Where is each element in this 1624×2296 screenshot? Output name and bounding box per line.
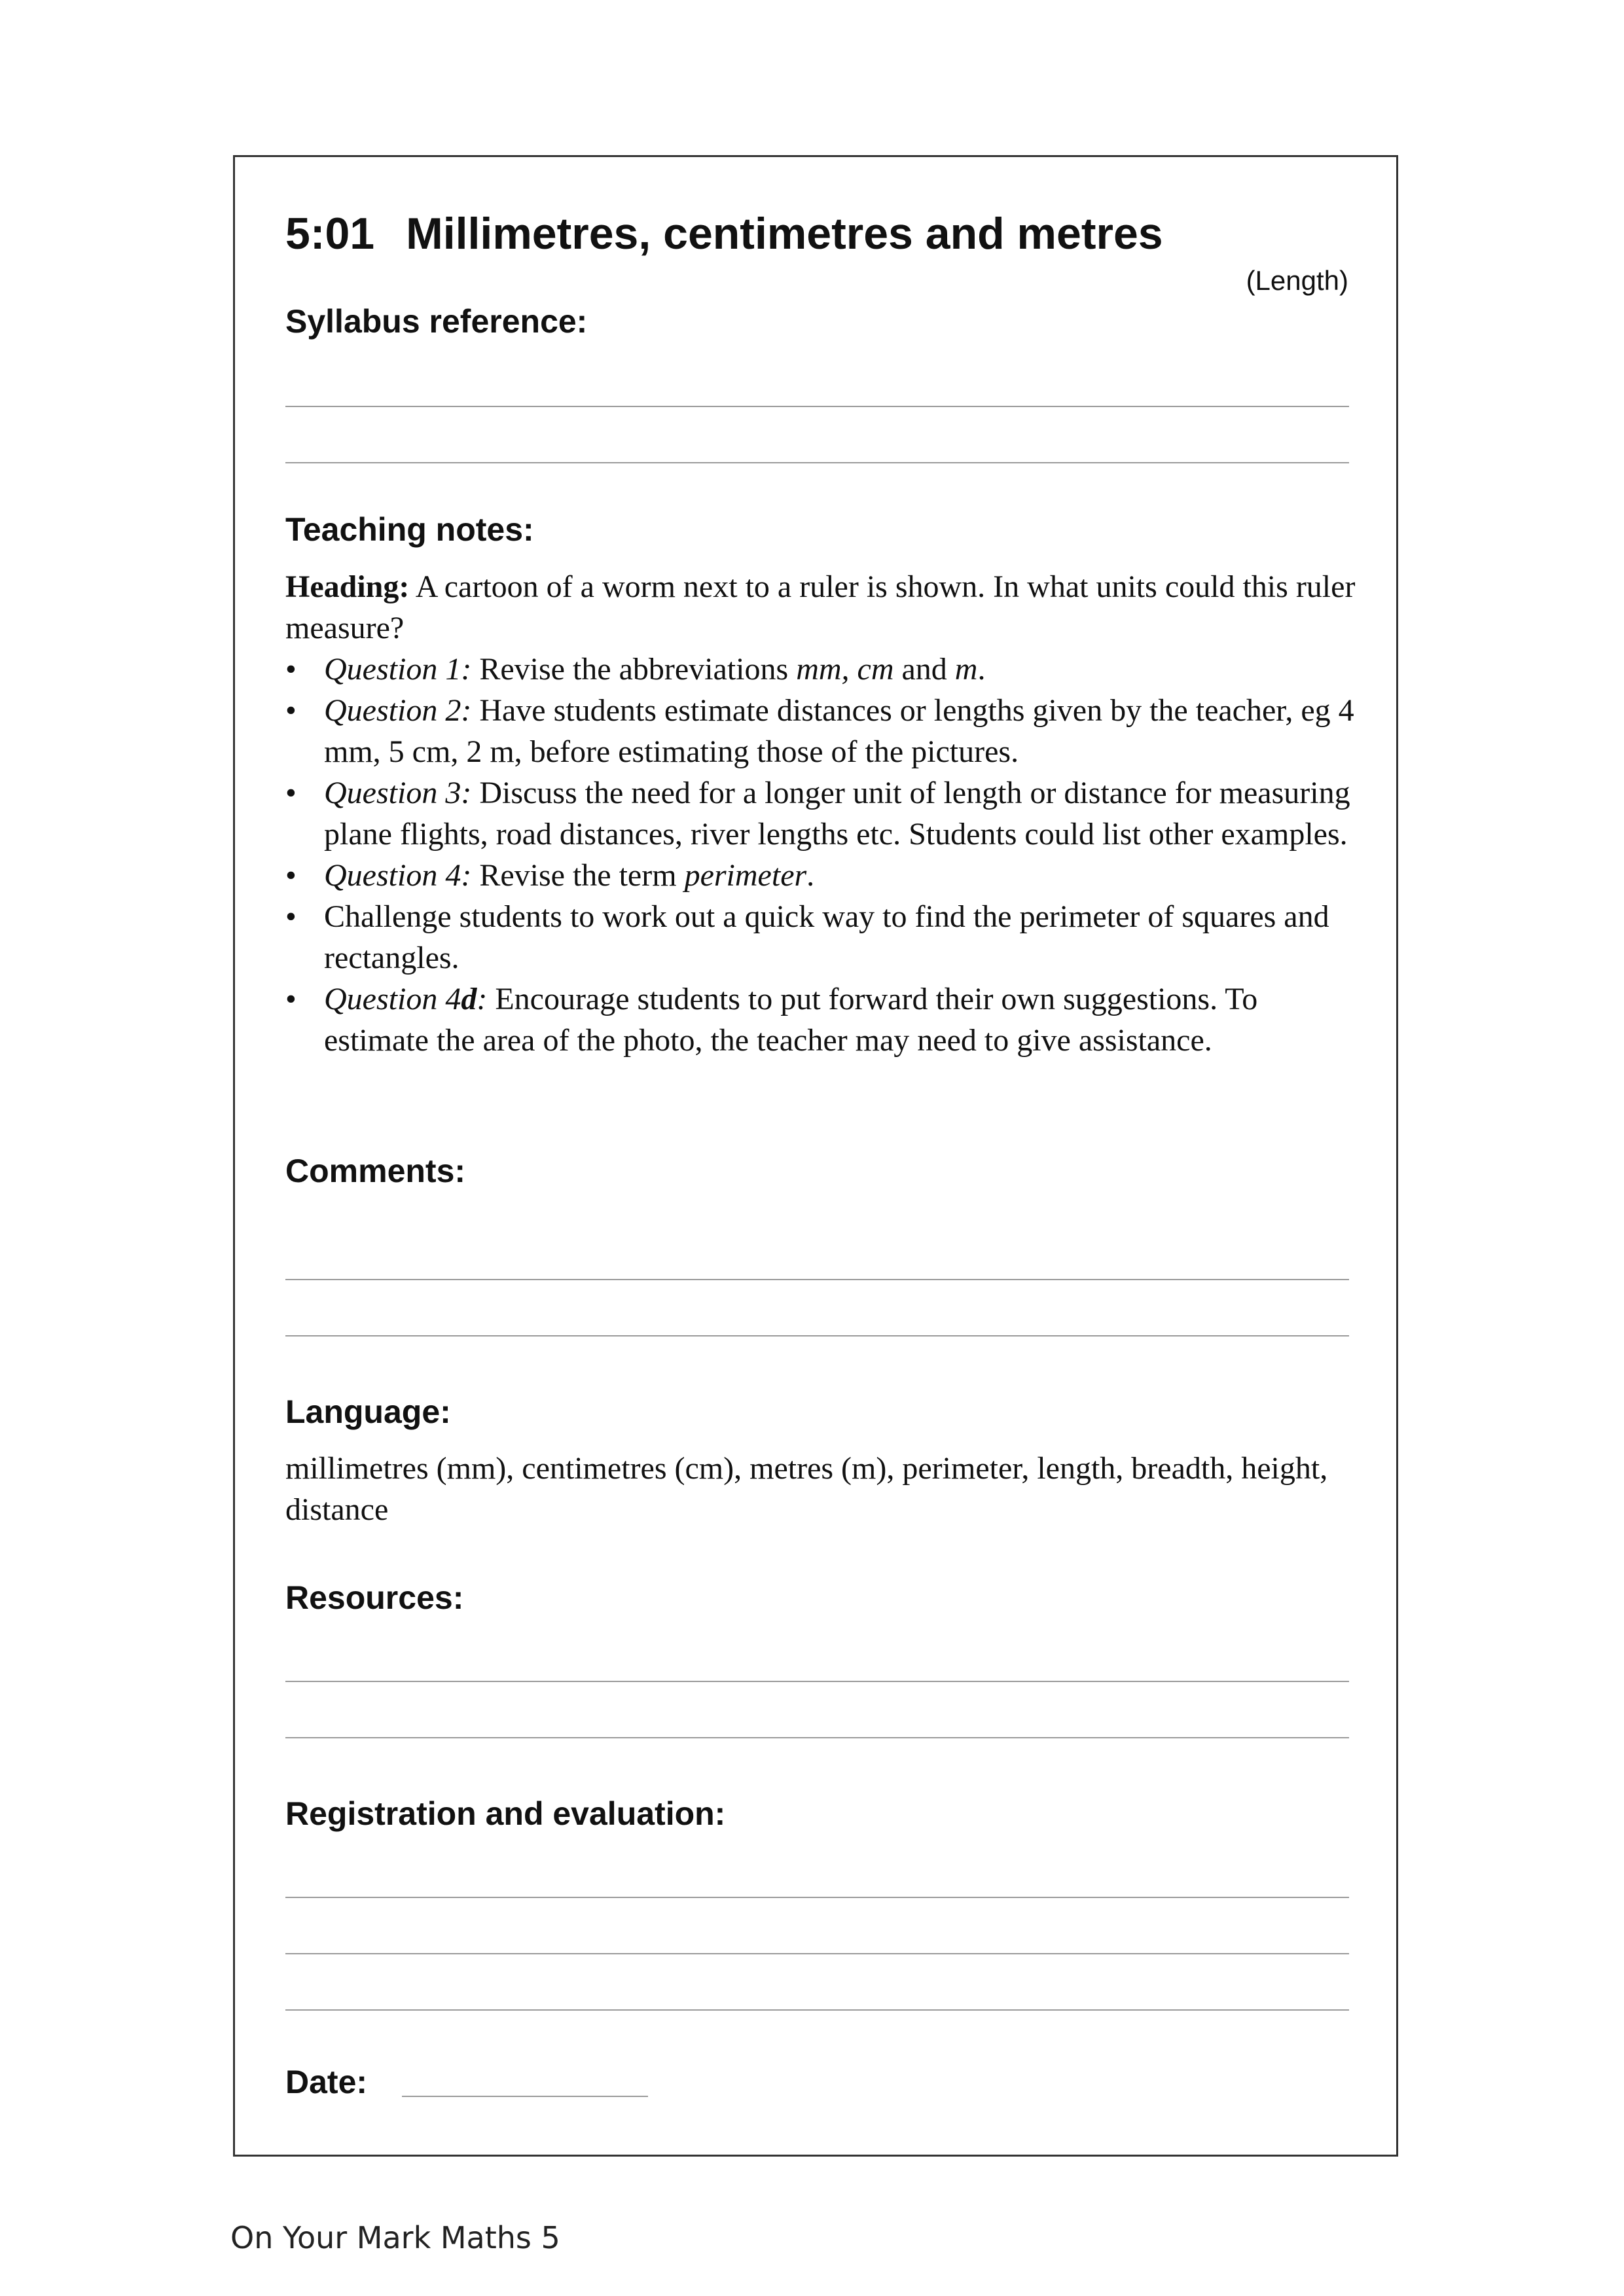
q4d-label-a: Question 4	[324, 982, 461, 1016]
syllabus-heading: Syllabus reference:	[285, 303, 588, 340]
resources-line-1[interactable]	[285, 1681, 1349, 1682]
notes-list	[285, 649, 1359, 1061]
q1-text-3: .	[977, 652, 986, 687]
list-item	[285, 690, 1359, 772]
language-heading: Language:	[285, 1393, 451, 1430]
intro-label: Heading:	[285, 569, 410, 604]
notes-intro	[285, 566, 1359, 649]
teaching-notes-heading: Teaching notes:	[285, 511, 534, 548]
q4d-text: Encourage students to put forward their own suggestions. To estimate the area of the photo, the teacher may need to give assistance.	[324, 982, 1258, 1058]
comments-line-1[interactable]	[285, 1279, 1349, 1280]
bullet-icon: •	[285, 693, 297, 728]
footer-text: On Your Mark Maths 5	[230, 2220, 560, 2255]
q1-label: Question 1:	[324, 652, 472, 687]
topic-label: (Length)	[1246, 265, 1348, 296]
registration-line-1[interactable]	[285, 1897, 1349, 1898]
q4d-label-c: :	[477, 982, 488, 1016]
list-item	[285, 896, 1359, 978]
resources-line-2[interactable]	[285, 1737, 1349, 1738]
bullet-icon: •	[285, 776, 297, 810]
q1-text-2: and	[893, 652, 955, 687]
bullet-icon: •	[285, 652, 297, 687]
date-label: Date:	[285, 2064, 368, 2100]
q1-emphasis-2: m	[954, 652, 978, 687]
lesson-title: Millimetres, centimetres and metres	[406, 209, 1163, 259]
q3-label: Question 3:	[324, 776, 472, 810]
list-item	[285, 978, 1359, 1061]
date-line[interactable]	[402, 2096, 648, 2097]
q2-label: Question 2:	[324, 693, 472, 728]
q4d-label	[324, 982, 487, 1016]
comments-heading: Comments:	[285, 1153, 466, 1189]
q4-label: Question 4:	[324, 858, 472, 893]
resources-heading: Resources:	[285, 1579, 464, 1616]
q2-text: Have students estimate distances or lengths given by the teacher, eg 4 mm, 5 cm, 2 m, before estimating those of the pictures.	[324, 693, 1354, 769]
q4-text: Revise the term	[471, 858, 685, 893]
q1-emphasis: mm, cm	[796, 652, 894, 687]
comments-line-2[interactable]	[285, 1335, 1349, 1336]
intro-text: A cartoon of a worm next to a ruler is shown. In what units could this ruler measure?	[285, 569, 1356, 645]
lesson-number: 5:01	[285, 209, 375, 259]
registration-line-2[interactable]	[285, 1953, 1349, 1954]
q4-emphasis: perimeter	[684, 858, 807, 893]
list-item	[285, 855, 1359, 896]
list-item	[285, 649, 1359, 690]
q3-text: Discuss the need for a longer unit of length or distance for measuring plane flights, road distances, river lengths etc. Students could list other examples.	[324, 776, 1350, 852]
challenge-text: Challenge students to work out a quick way to find the perimeter of squares and rectangles.	[324, 899, 1329, 975]
registration-heading: Registration and evaluation:	[285, 1795, 726, 1832]
teaching-notes-body	[285, 566, 1359, 1061]
bullet-icon: •	[285, 982, 297, 1016]
language-text: millimetres (mm), centimetres (cm), metres (m), perimeter, length, breadth, height, distance	[285, 1451, 1328, 1527]
list-item	[285, 772, 1359, 855]
q4d-label-b: d	[461, 982, 477, 1016]
bullet-icon: •	[285, 858, 297, 893]
q4-text-2: .	[806, 858, 815, 893]
registration-line-3[interactable]	[285, 2009, 1349, 2011]
syllabus-line-1[interactable]	[285, 406, 1349, 407]
page-title	[285, 208, 1163, 259]
syllabus-line-2[interactable]	[285, 462, 1349, 463]
bullet-icon: •	[285, 899, 297, 934]
q1-text: Revise the abbreviations	[471, 652, 797, 687]
